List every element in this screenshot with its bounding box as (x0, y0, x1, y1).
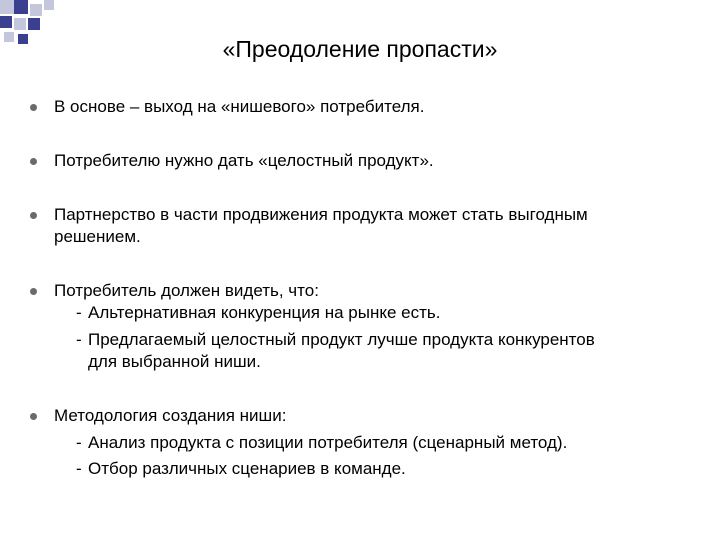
bullet-dot (30, 104, 37, 111)
sub-item (76, 432, 567, 454)
sub-item (76, 302, 440, 324)
bullet-text: Потребителю нужно дать «целостный продукт». (54, 151, 434, 170)
bullet-text-line: Партнерство в части продвижения продукта может стать выгодным (54, 205, 588, 224)
sub-item-continuation: для выбранной ниши. (88, 352, 261, 371)
sub-item-text: Предлагаемый целостный продукт лучше продукта конкурентов (88, 330, 595, 349)
bullet-dot (30, 158, 37, 165)
dash-marker: - (76, 303, 82, 322)
slide-title: «Преодоление пропасти» (222, 36, 498, 62)
bullet-dot (30, 288, 37, 295)
dash-marker: - (76, 330, 82, 349)
sub-item-text: Отбор различных сценариев в команде. (88, 459, 406, 478)
bullet-text: В основе – выход на «нишевого» потребителя. (54, 97, 425, 116)
bullet-text: Методология создания ниши: (54, 406, 287, 425)
dash-marker: - (76, 459, 82, 478)
dash-marker: - (76, 433, 82, 452)
bullet-dot (30, 413, 37, 420)
bullet-text-line: решением. (54, 227, 141, 246)
sub-item-text: Альтернативная конкуренция на рынке есть. (88, 303, 441, 322)
bullet-text: Потребитель должен видеть, что: (54, 281, 319, 300)
sub-item (76, 329, 595, 351)
sub-item (76, 458, 406, 480)
bullet-dot (30, 212, 37, 219)
sub-item-text: Анализ продукта с позиции потребителя (сценарный метод). (88, 433, 568, 452)
